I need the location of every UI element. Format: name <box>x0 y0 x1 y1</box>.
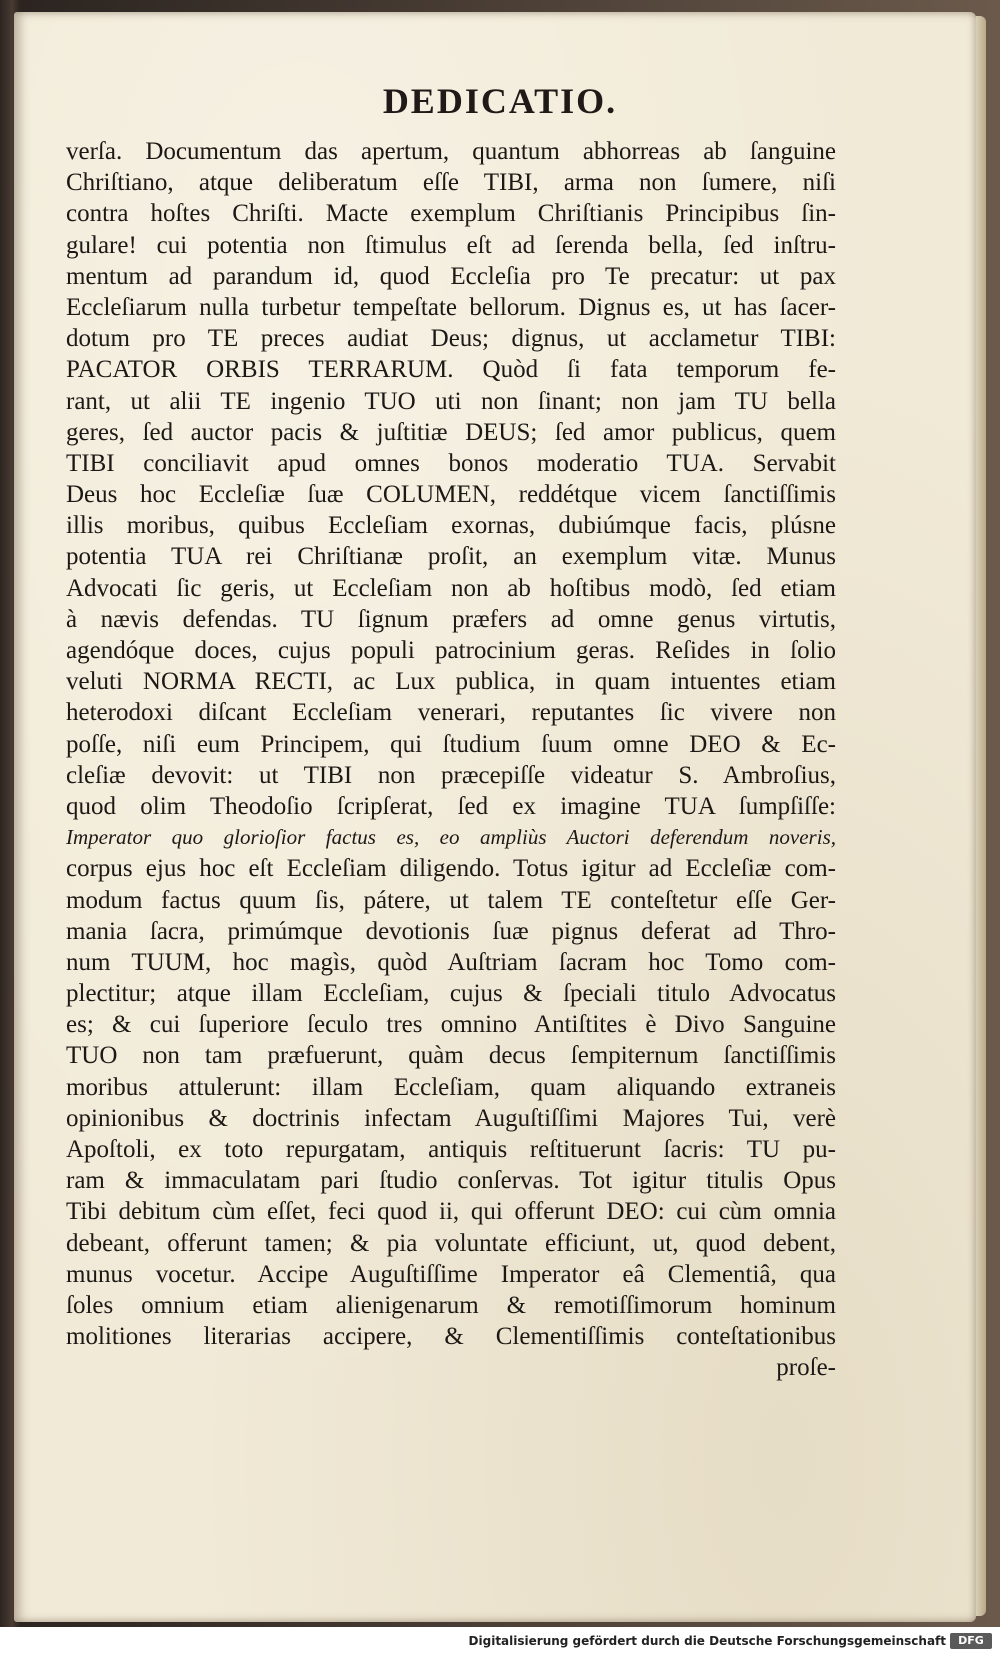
text-line: poſſe, niſi eum Principem, qui ſtudium ſuum omne DEO & Ec- <box>66 730 836 758</box>
catchword: proſe- <box>776 1354 836 1382</box>
text-line: Eccleſiarum nulla turbetur tempeſtate bellorum. Dignus es, ut has ſacer- <box>66 293 836 321</box>
page-edge <box>976 16 986 1616</box>
text-line: molitiones literarias accipere, & Clementiſſimis conteſtationibus <box>66 1323 836 1351</box>
text-line: modum factus quum ſis, pátere, ut talem TE conteſtetur eſſe Ger- <box>66 886 836 914</box>
body-text <box>66 136 836 1384</box>
text-line: verſa. Documentum das apertum, quantum abhorreas ab ſanguine <box>66 138 836 165</box>
text-line: es; & cui ſuperiore ſeculo tres omnino Antiſtites è Divo Sanguine <box>66 1011 836 1039</box>
text-line: veluti NORMA RECTI, ac Lux publica, in quam intuentes etiam <box>66 668 836 696</box>
text-line: Chriſtiano, atque deliberatum eſſe TIBI, arma non ſumere, niſi <box>66 169 836 197</box>
text-line: agendóque doces, cujus populi patrocinium geras. Reſides in ſolio <box>66 637 836 664</box>
text-line: contra hoſtes Chriſti. Macte exemplum Chriſtianis Principibus ſin- <box>66 200 836 228</box>
text-line: rant, ut alii TE ingenio TUO uti non ſinant; non jam TU bella <box>66 387 836 415</box>
text-line: à nævis defendas. TU ſignum præfers ad omne genus virtutis, <box>66 605 836 633</box>
text-line: Deus hoc Eccleſiæ ſuæ COLUMEN, reddétque vicem ſanctiſſimis <box>66 481 836 509</box>
text-line: gulare! cui potentia non ſtimulus eſt ad ſerenda bella, ſed inſtru- <box>66 231 836 259</box>
funding-notice: Digitalisierung gefördert durch die Deutsche Forschungsgemeinschaft <box>468 1634 946 1648</box>
text-line: heterodoxi diſcant Eccleſiam venerari, reputantes ſic vivere non <box>66 699 836 727</box>
text-line: mentum ad parandum id, quod Eccleſia pro Te precatur: ut pax <box>66 262 836 290</box>
text-line: TIBI conciliavit apud omnes bonos moderatio TUA. Servabit <box>66 449 836 477</box>
text-line: munus vocetur. Accipe Auguſtiſſime Imperator eâ Clementiâ, qua <box>66 1260 836 1288</box>
text-line: TUO non tam præfuerunt, quàm decus ſempiternum ſanctiſſimis <box>66 1042 836 1070</box>
italic-quote-line: Imperator quo glorioſior factus es, eo ampliùs Auctori deferendum noveris, <box>66 825 836 850</box>
text-line: Apoſtoli, ex toto repurgatam, antiquis reſtituerunt ſacris: TU pu- <box>66 1136 836 1163</box>
text-line: potentia TUA rei Chriſtianæ proſit, an exemplum vitæ. Munus <box>66 543 836 571</box>
text-line: cleſiæ devovit: ut TIBI non præcepiſſe videatur S. Ambroſius, <box>66 761 836 789</box>
footer-bar <box>0 1627 1000 1653</box>
text-line: moribus attulerunt: illam Eccleſiam, quam aliquando extraneis <box>66 1073 836 1101</box>
text-line: Tibi debitum cùm eſſet, feci quod ii, qui offerunt DEO: cui cùm omnia <box>66 1198 836 1226</box>
dfg-logo: DFG <box>950 1633 992 1649</box>
page-heading: DEDICATIO. <box>382 81 618 121</box>
text-line: PACATOR ORBIS TERRARUM. Quòd ſi fata temporum fe- <box>66 356 836 384</box>
text-line: mania ſacra, primúmque devotionis ſuæ pignus deferat ad Thro- <box>66 917 836 945</box>
text-line: ram & immaculatam pari ſtudio conſervas. Tot igitur titulis Opus <box>66 1167 836 1195</box>
text-line: illis moribus, quibus Eccleſiam exornas, dubiúmque facis, plúsne <box>66 512 836 540</box>
text-line: dotum pro TE preces audiat Deus; dignus, ut acclametur TIBI: <box>66 325 836 353</box>
text-line: corpus ejus hoc eſt Eccleſiam diligendo. Totus igitur ad Eccleſiæ com- <box>66 855 836 883</box>
text-line: debeant, offerunt tamen; & pia voluntate efficiunt, ut, quod debent, <box>66 1229 836 1257</box>
text-line: Advocati ſic geris, ut Eccleſiam non ab hoſtibus modò, ſed etiam <box>66 574 836 602</box>
text-line: ſoles omnium etiam alienigenarum & remotiſſimorum hominum <box>66 1291 836 1319</box>
text-line: geres, ſed auctor pacis & juſtitiæ DEUS; ſed amor publicus, quem <box>66 418 836 446</box>
text-line: quod olim Theodoſio ſcripſerat, ſed ex imagine TUA ſumpſiſſe: <box>66 792 836 820</box>
text-line: opinionibus & doctrinis infectam Auguſtiſſimi Majores Tui, verè <box>66 1104 836 1132</box>
text-line: num TUUM, hoc magìs, quòd Auſtriam ſacram hoc Tomo com- <box>66 948 836 976</box>
text-line: plectitur; atque illam Eccleſiam, cujus & ſpeciali titulo Advocatus <box>66 980 836 1008</box>
